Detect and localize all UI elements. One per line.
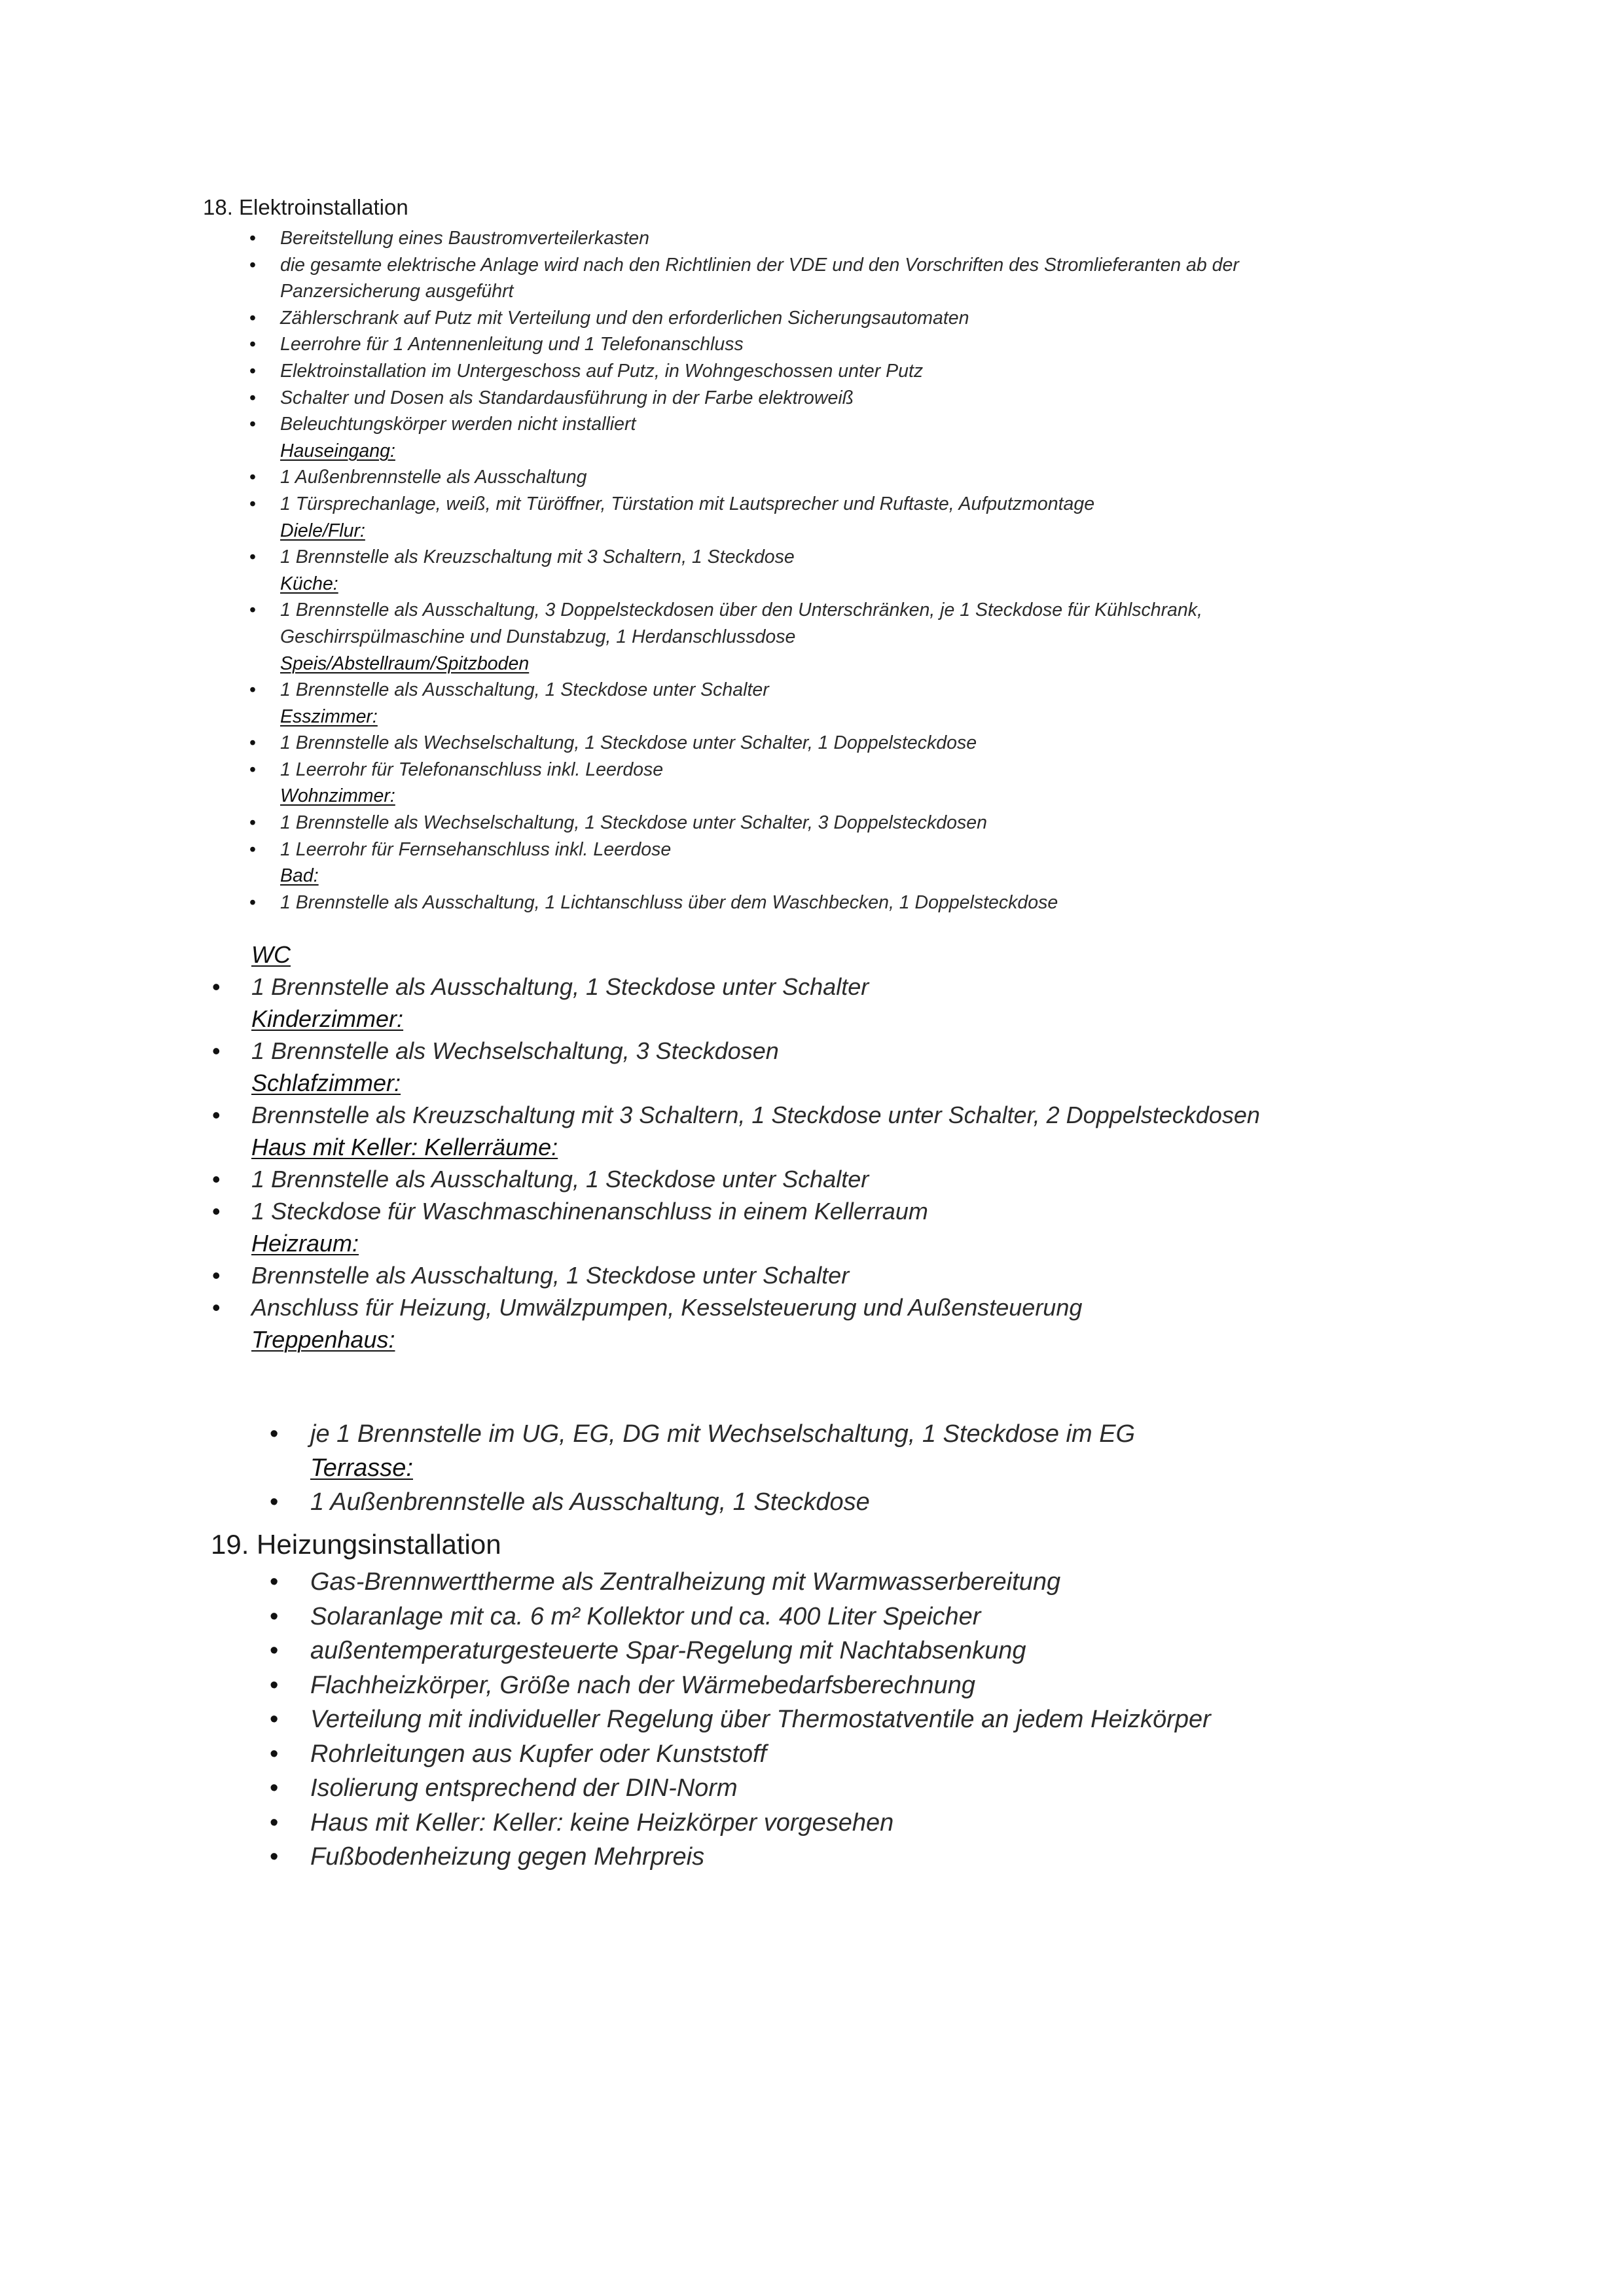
list-item-text: Elektroinstallation im Untergeschoss auf Putz, in Wohngeschossen unter Putz bbox=[280, 360, 924, 382]
list-item-text: die gesamte elektrische Anlage wird nach den Richtlinien der VDE und den Vorschriften des Stromlieferanten ab der bbox=[280, 254, 1239, 276]
list-item bbox=[249, 358, 1314, 385]
list-item-text: 1 Brennstelle als Ausschaltung, 1 Lichtanschluss über dem Waschbecken, 1 Doppelsteckdose bbox=[280, 891, 1058, 913]
bullet-icon: • bbox=[249, 493, 256, 514]
subheading: Heizraum: bbox=[251, 1230, 359, 1257]
list-item-text: 1 Brennstelle als Wechselschaltung, 3 Steckdosen bbox=[251, 1037, 779, 1064]
list-item-text: Solaranlage mit ca. 6 m² Kollektor und ca. 400 Liter Speicher bbox=[310, 1602, 981, 1630]
list-item-text: Gas-Brennwerttherme als Zentralheizung mit Warmwasserbereitung bbox=[310, 1568, 1061, 1596]
list-item-text: 1 Steckdose für Waschmaschinenanschluss in einem Kellerraum bbox=[251, 1198, 928, 1225]
list-item-text: Verteilung mit individueller Regelung über Thermostatventile an jedem Heizkörper bbox=[310, 1706, 1211, 1733]
bullet-icon: • bbox=[249, 307, 256, 329]
list-item-text: 1 Brennstelle als Wechselschaltung, 1 Steckdose unter Schalter, 3 Doppelsteckdosen bbox=[280, 812, 987, 834]
section-19-title: 19. Heizungsinstallation bbox=[211, 1529, 501, 1560]
list-item-text: 1 Außenbrennstelle als Ausschaltung, 1 Steckdose bbox=[310, 1488, 870, 1516]
list-item bbox=[270, 1702, 1423, 1737]
bullet-icon: • bbox=[212, 1037, 221, 1064]
bullet-icon: • bbox=[212, 1294, 221, 1321]
list-item-text: Rohrleitungen aus Kupfer oder Kunststoff bbox=[310, 1740, 767, 1768]
list-item bbox=[270, 1771, 1423, 1806]
bullet-icon: • bbox=[212, 1102, 221, 1128]
list-item bbox=[270, 1565, 1423, 1600]
subheading: WC bbox=[251, 941, 291, 968]
bullet-icon: • bbox=[249, 228, 256, 249]
list-item bbox=[249, 836, 1314, 863]
list-item bbox=[212, 1259, 1364, 1291]
section-18 bbox=[203, 195, 1316, 220]
list-item-text: Flachheizkörper, Größe nach der Wärmebedarfsberechnung bbox=[310, 1671, 975, 1699]
list-item-continuation: Panzersicherung ausgeführt bbox=[280, 281, 514, 302]
list-item bbox=[249, 464, 1314, 491]
bullet-icon: • bbox=[249, 467, 256, 488]
list-item-text: Zählerschrank auf Putz mit Verteilung und den erforderlichen Sicherungsautomaten bbox=[280, 307, 969, 329]
list-item bbox=[249, 544, 1314, 571]
bullet-icon: • bbox=[249, 387, 256, 408]
list-item bbox=[270, 1634, 1423, 1668]
list-item bbox=[212, 1163, 1364, 1195]
list-item-text: Haus mit Keller: Keller: keine Heizkörper vorgesehen bbox=[310, 1808, 894, 1837]
list-item bbox=[249, 889, 1314, 916]
list-item bbox=[249, 305, 1314, 332]
section-18-list-part3 bbox=[270, 1417, 1358, 1519]
list-item bbox=[270, 1485, 1358, 1519]
list-item bbox=[270, 1668, 1423, 1703]
list-item bbox=[212, 971, 1364, 1003]
section-18-title: 18. Elektroinstallation bbox=[203, 195, 408, 219]
list-item-text: Beleuchtungskörper werden nicht installiert bbox=[280, 414, 636, 435]
bullet-icon: • bbox=[270, 1568, 279, 1596]
list-item-text: 1 Außenbrennstelle als Ausschaltung bbox=[280, 467, 587, 488]
list-item bbox=[249, 677, 1314, 704]
bullet-icon: • bbox=[270, 1602, 279, 1630]
list-item-text: 1 Brennstelle als Ausschaltung, 1 Steckdose unter Schalter bbox=[251, 1166, 869, 1193]
bullet-icon: • bbox=[270, 1488, 279, 1516]
bullet-icon: • bbox=[212, 1198, 221, 1225]
bullet-icon: • bbox=[270, 1637, 279, 1664]
section-18-list-part1 bbox=[249, 225, 1314, 916]
list-item-text: außentemperaturgesteuerte Spar-Regelung mit Nachtabsenkung bbox=[310, 1637, 1026, 1664]
subheading: Terrasse: bbox=[310, 1454, 413, 1482]
list-item-text: 1 Türsprechanlage, weiß, mit Türöffner, Türstation mit Lautsprecher und Ruftaste, Aufputzmontage bbox=[280, 493, 1095, 514]
list-item bbox=[249, 331, 1314, 358]
bullet-icon: • bbox=[270, 1671, 279, 1699]
list-item bbox=[270, 1840, 1423, 1874]
list-item bbox=[249, 757, 1314, 783]
list-item-text: Fußbodenheizung gegen Mehrpreis bbox=[310, 1843, 705, 1871]
subheading: Kinderzimmer: bbox=[251, 1005, 404, 1032]
list-item bbox=[270, 1737, 1423, 1772]
list-item-text: je 1 Brennstelle im UG, EG, DG mit Wechselschaltung, 1 Steckdose im EG bbox=[310, 1420, 1136, 1448]
bullet-icon: • bbox=[249, 812, 256, 834]
bullet-icon: • bbox=[212, 1166, 221, 1193]
list-item bbox=[249, 411, 1314, 438]
subheading: Bad: bbox=[280, 865, 319, 887]
bullet-icon: • bbox=[270, 1843, 279, 1871]
bullet-icon: • bbox=[212, 1262, 221, 1289]
list-item-text: 1 Leerrohr für Fernsehanschluss inkl. Leerdose bbox=[280, 838, 672, 860]
subheading: Haus mit Keller: Kellerräume: bbox=[251, 1134, 558, 1160]
bullet-icon: • bbox=[249, 547, 256, 568]
list-item bbox=[249, 252, 1314, 305]
list-item-text: Leerrohre für 1 Antennenleitung und 1 Telefonanschluss bbox=[280, 334, 744, 355]
subheading: Küche: bbox=[280, 573, 338, 594]
list-item-text: 1 Brennstelle als Ausschaltung, 3 Doppelsteckdosen über den Unterschränken, je 1 Steckdose für Kühlschrank, bbox=[280, 600, 1202, 621]
list-item bbox=[212, 1195, 1364, 1227]
list-item bbox=[249, 385, 1314, 412]
list-item-text: 1 Brennstelle als Kreuzschaltung mit 3 Schaltern, 1 Steckdose bbox=[280, 547, 795, 568]
subheading: Speis/Abstellraum/Spitzboden bbox=[280, 653, 530, 674]
list-item-continuation: Geschirrspülmaschine und Dunstabzug, 1 Herdanschlussdose bbox=[280, 626, 796, 647]
bullet-icon: • bbox=[249, 838, 256, 860]
list-item-text: Brennstelle als Ausschaltung, 1 Steckdose unter Schalter bbox=[251, 1262, 850, 1289]
list-item-text: Bereitstellung eines Baustromverteilerkasten bbox=[280, 228, 649, 249]
bullet-icon: • bbox=[249, 679, 256, 701]
list-item bbox=[212, 1291, 1364, 1323]
section-19-list bbox=[270, 1565, 1423, 1874]
list-item bbox=[249, 225, 1314, 252]
bullet-icon: • bbox=[212, 973, 221, 1000]
list-item-text: 1 Brennstelle als Ausschaltung, 1 Steckdose unter Schalter bbox=[280, 679, 769, 701]
list-item-text: Schalter und Dosen als Standardausführung in der Farbe elektroweiß bbox=[280, 387, 854, 408]
list-item-text: Brennstelle als Kreuzschaltung mit 3 Schaltern, 1 Steckdose unter Schalter, 2 Doppelsteckdosen bbox=[251, 1102, 1260, 1128]
list-item bbox=[249, 491, 1314, 518]
list-item-text: Isolierung entsprechend der DIN-Norm bbox=[310, 1774, 738, 1802]
list-item bbox=[249, 597, 1314, 650]
bullet-icon: • bbox=[249, 891, 256, 913]
list-item bbox=[270, 1600, 1423, 1634]
subheading: Treppenhaus: bbox=[251, 1326, 395, 1353]
list-item bbox=[249, 810, 1314, 836]
bullet-icon: • bbox=[270, 1420, 279, 1448]
bullet-icon: • bbox=[270, 1808, 279, 1837]
list-item-text: 1 Brennstelle als Wechselschaltung, 1 Steckdose unter Schalter, 1 Doppelsteckdose bbox=[280, 732, 977, 754]
bullet-icon: • bbox=[270, 1774, 279, 1802]
bullet-icon: • bbox=[270, 1706, 279, 1733]
list-item bbox=[270, 1417, 1358, 1451]
list-item-text: Anschluss für Heizung, Umwälzpumpen, Kesselsteuerung und Außensteuerung bbox=[251, 1294, 1083, 1321]
subheading: Esszimmer: bbox=[280, 706, 378, 727]
bullet-icon: • bbox=[249, 334, 256, 355]
list-item bbox=[249, 730, 1314, 757]
list-item-text: 1 Brennstelle als Ausschaltung, 1 Steckdose unter Schalter bbox=[251, 973, 869, 1000]
list-item bbox=[270, 1806, 1423, 1840]
bullet-icon: • bbox=[249, 254, 256, 276]
subheading: Diele/Flur: bbox=[280, 520, 365, 541]
bullet-icon: • bbox=[270, 1740, 279, 1768]
subheading: Hauseingang: bbox=[280, 440, 395, 461]
scan-seam bbox=[249, 916, 1165, 931]
section-18-list-part2 bbox=[212, 939, 1364, 1355]
list-item-text: 1 Leerrohr für Telefonanschluss inkl. Leerdose bbox=[280, 759, 664, 780]
bullet-icon: • bbox=[249, 732, 256, 754]
list-item bbox=[212, 1099, 1364, 1131]
bullet-icon: • bbox=[249, 360, 256, 382]
subheading: Wohnzimmer: bbox=[280, 785, 395, 807]
subheading: Schlafzimmer: bbox=[251, 1069, 401, 1096]
bullet-icon: • bbox=[249, 600, 256, 621]
list-item bbox=[212, 1035, 1364, 1067]
bullet-icon: • bbox=[249, 759, 256, 780]
bullet-icon: • bbox=[249, 414, 256, 435]
